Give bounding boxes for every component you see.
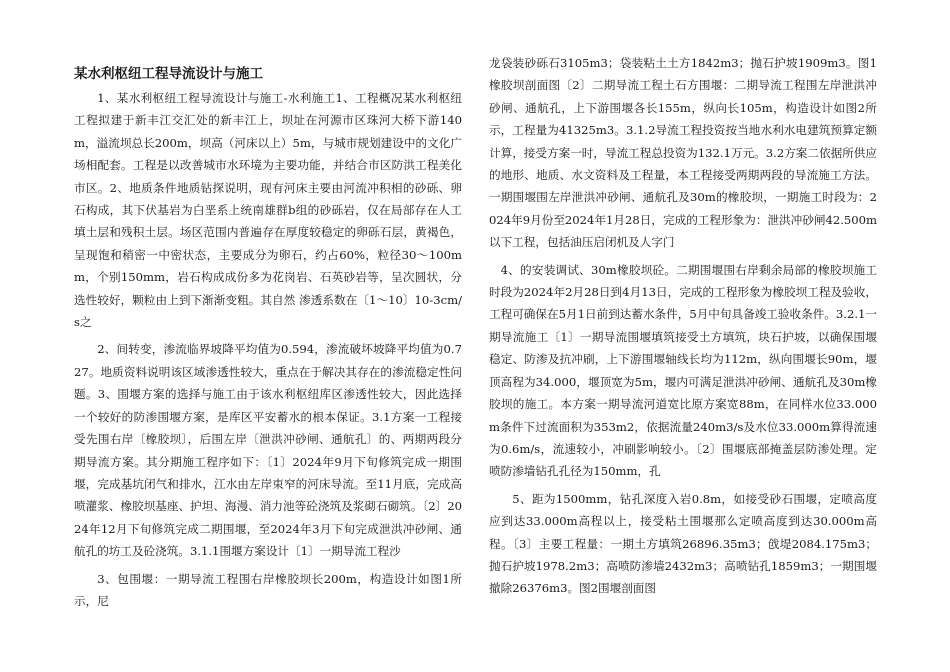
paragraph-1: 1、某水利枢纽工程导流设计与施工-水利施工1、工程概况某水利枢纽工程拟建于新丰江交汇处的新丰江上，坝址在河源市区珠河大桥下游140m，溢流坝总长200m，坝高（河床以上）5m，与城市规划建设中的文化广场相配套。工程是以改善城市水环境为主要功能，并结合市区防洪工程美化市区。2、地质条件地质钻探说明，现有河床主要由河流冲积相的砂砾、卵石构成，其下伏基岩为白垩系上统南雄群b组的砂砾岩，仅在局部存在人工填土层和残积土层。场区范围内普遍存在厚度较稳定的卵砾石层，黄褐色，呈现饱和稍密一中密状态，主要成分为卵石，约占60%，粒径30～100mm，个别150mm，岩石构成成份多为花岗岩、石英砂岩等，呈次圆状，分选性较好，颗粒由上到下渐渐变粗。其自然 渗透系数在〔1～10〕10-3cm/s之 <box>74 91 462 330</box>
paragraph-4: 4、的安装调试、30m橡胶坝砼。二期围堰围右岸剩余局部的橡胶坝施工时段为2024年2月28日到4月13日，完成的工程形象为橡胶坝工程及验收，工程可确保在5月1日前到达蓄水条件，5月中旬具备竣工验收条件。3.2.1一期导流施工〔1〕一期导流围堰填筑接受土方填筑，块石护坡，以确保围堰稳定、防渗及抗冲刷，上下游围堰轴线长均为112m，纵向围堰长90m，堰顶高程为34.000，堰顶宽为5m，堰内可满足泄洪冲砂闸、通航孔及30m橡胶坝的施工。本方案一期导流河道宽比原方案宽88m，在同样水位33.000m条件下过流面积为353m2，依据流量240m3/s及水位33.000m算得流速为0.6m/s，流速较小，冲刷影响较小。〔2〕围堰底部掩盖层防渗处理。定喷防渗墙钻孔孔径为150mm，孔 <box>489 262 877 479</box>
right-column <box>489 52 877 605</box>
document-title: 某水利枢纽工程导流设计与施工 <box>74 66 263 82</box>
left-column <box>74 52 462 617</box>
paragraph-3: 3、包围堰：一期导流工程围右岸橡胶坝长200m，构造设计如图1所示，尼 <box>74 571 462 608</box>
paragraph-5: 5、距为1500mm，钻孔深度入岩0.8m，如接受砂石围堰，定喷高度应到达33.000m高程以上，接受粘土围堰那么定喷高度到达30.000m高程。〔3〕主要工程量：一期土方填筑26896.35m3；戗堤2084.175m3；抛石护坡1978.2m3；高喷防渗墙2432m3；高喷钻孔1859m3；一期围堰撤除26376m3。图2围堰剖面图 <box>489 491 877 596</box>
paragraph-3-continued: 龙袋装砂砾石3105m3；袋装粘土土方1842m3；抛石护坡1909m3。图1橡胶坝剖面图〔2〕二期导流工程土石方围堰：二期导流工程围左岸泄洪冲砂闸、通航孔，上下游围堰各长155m，纵向长105m，构造设计如图2所示，工程量为41325m3。3.1.2导流工程投资按当地水利水电建筑预算定额计算，接受方案一时，导流工程总投资为132.1万元。3.2方案二依据所供应的地形、地质、水文资料及工程量，本工程接受两期两段的导流施工方法。一期围堰围左岸泄洪冲砂闸、通航孔及30m的橡胶坝，一期施工时段为：2024年9月份至2024年1月28日，完成的工程形象为：泄洪冲砂闸42.500m以下工程，包括油压启闭机及人字门 <box>489 56 877 250</box>
paragraph-2: 2、间转变，渗流临界坡降平均值为0.594，渗流破坏坡降平均值为0.727。地质资料说明该区域渗透性较大，重点在于解决其存在的渗流稳定性问题。3、围堰方案的选择与施工由于该水利枢纽库区渗透性较大，因此选择一个较好的防渗围堰方案，是库区平安蓄水的根本保证。3.1方案一工程接受先围右岸〔橡胶坝〕，后围左岸〔泄洪冲砂闸、通航孔〕的、两期两段分期导流方案。其分期施工程序如下：〔1〕2024年9月下旬修筑完成一期围堰，完成基坑闭气和排水，江水由左岸束窄的河床导流。至11月底，完成高喷灌浆、橡胶坝基座、护坦、海漫、消力池等砼浇筑及浆砌石砌筑。〔2〕2024年12月下旬修筑完成二期围堰，至2024年3月下旬完成泄洪冲砂闸、通航孔的坊工及砼浇筑。3.1.1围堰方案设计〔1〕一期导流工程沙 <box>74 342 462 559</box>
